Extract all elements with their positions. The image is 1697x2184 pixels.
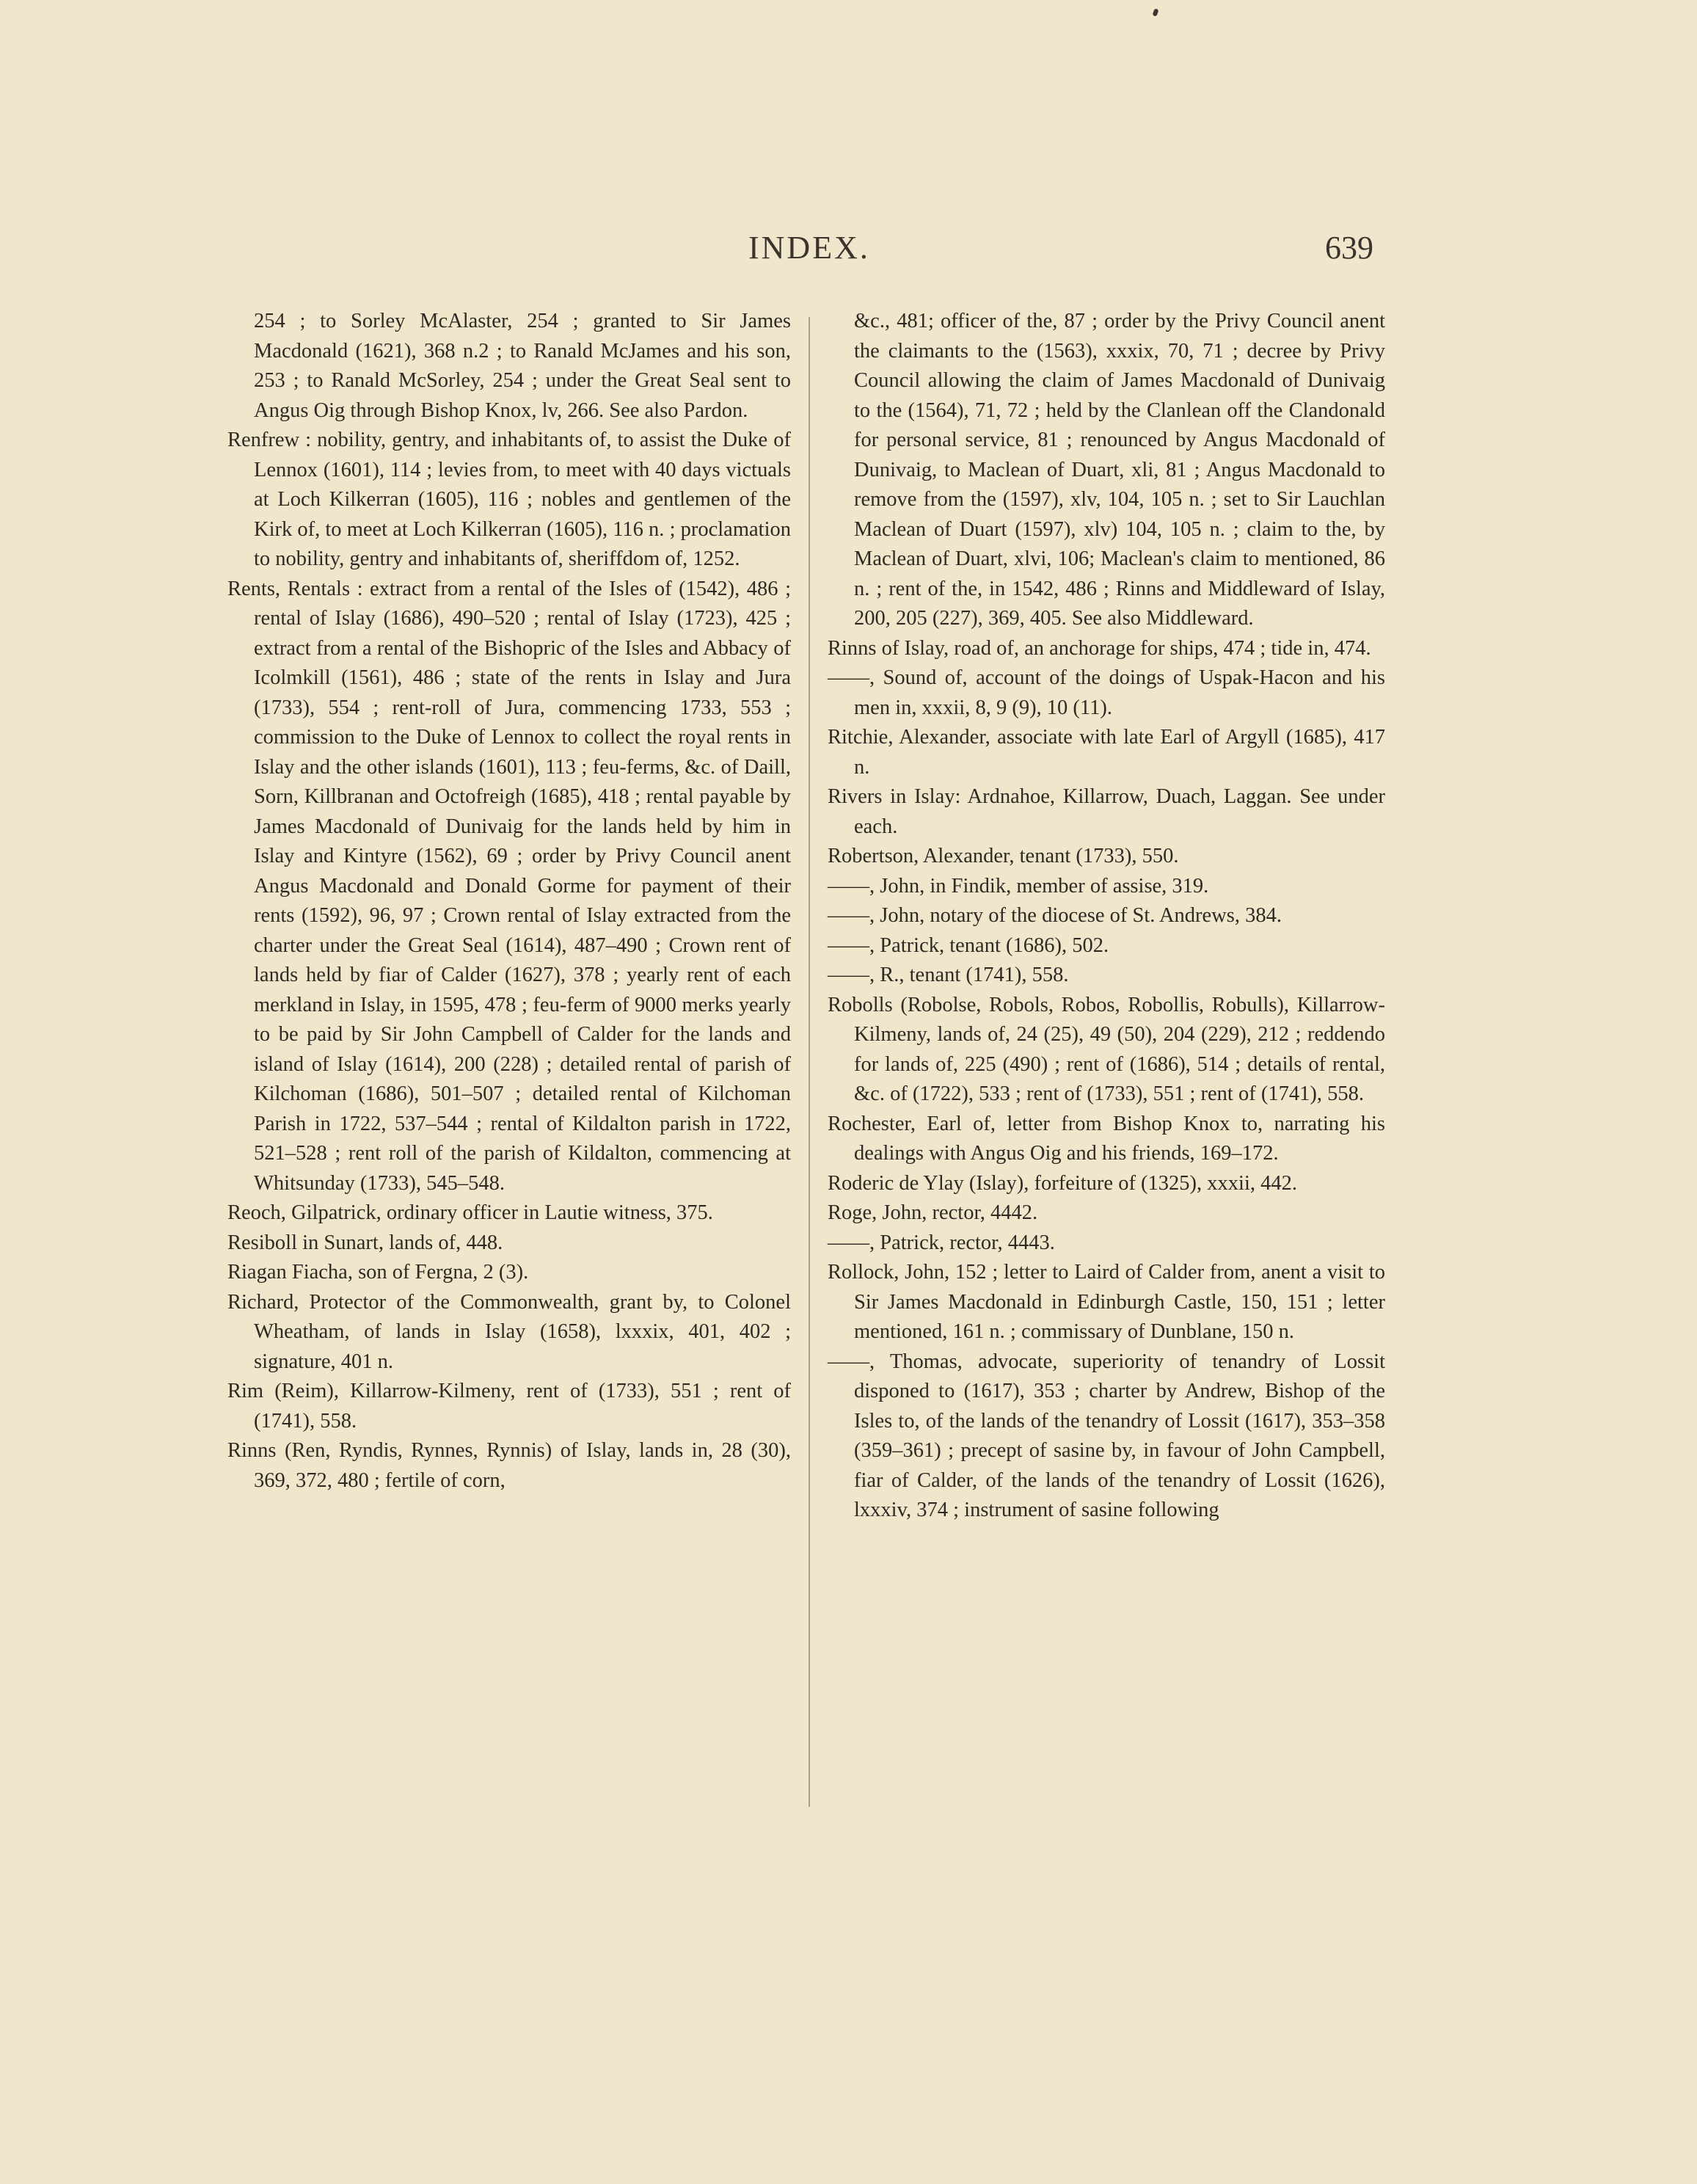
- ink-mark: [1152, 8, 1158, 16]
- index-entry: Rents, Rentals : extract from a rental of the Isles of (1542), 486 ; rental of Islay (1686), 490–520 ; rental of Islay (1723), 425 ; extract from a rental of the Bishopric of the Isles and Abbacy of Icolmkill (1561), 486 ; state of the rents in Islay and Jura (1733), 554 ; rent-roll of Jura, commencing 1733, 553 ; commission to the Duke of Lennox to collect the royal rents in Islay and the other islands (1601), 113 ; feu-ferms, &c. of Daill, Sorn, Killbranan and Octofreigh (1685), 418 ; rental payable by James Macdonald of Dunivaig for the lands held by him in Islay and Kintyre (1562), 69 ; order by Privy Council anent Angus Macdonald and Donald Gorme for payment of their rents (1592), 96, 97 ; Crown rental of Islay extracted from the charter under the Great Seal (1614), 487–490 ; Crown rent of lands held by fiar of Calder (1627), 378 ; yearly rent of each merkland in Islay, in 1595, 478 ; feu-ferm of 9000 merks yearly to be paid by Sir John Campbell of Calder for the lands and island of Islay (1614), 200 (228) ; detailed rental of parish of Kilchoman (1686), 501–507 ; detailed rental of Kilchoman Parish in 1722, 537–544 ; rental of Kildalton parish in 1722, 521–528 ; rent roll of the parish of Kildalton, commencing at Whitsunday (1733), 545–548.: [227, 577, 791, 1195]
- index-entry: Rim (Reim), Killarrow-Kilmeny, rent of (1733), 551 ; rent of (1741), 558.: [227, 1380, 791, 1433]
- index-entry: Riagan Fiacha, son of Fergna, 2 (3).: [227, 1261, 529, 1284]
- index-entry: ——, John, notary of the diocese of St. Andrews, 384.: [828, 904, 1282, 927]
- index-entry: Rochester, Earl of, letter from Bishop Knox to, narrating his dealings with Angus Oig and his friends, 169–172.: [828, 1112, 1385, 1165]
- index-entry: ——, R., tenant (1741), 558.: [828, 964, 1069, 986]
- index-entry: ——, John, in Findik, member of assise, 319.: [828, 874, 1209, 898]
- index-entry: &c., 481; officer of the, 87 ; order by the Privy Council anent the claimants to the (1563), xxxix, 70, 71 ; decree by Privy Council allowing the claim of James Macdonald of Dunivaig to the (1564), 71, 72 ; held by the Clanlean off the Clandonald for personal service, 81 ; renounced by Angus Macdonald of Dunivaig, to Maclean of Duart, xli, 81 ; Angus Macdonald to remove from the (1597), xlv, 104, 105 n. ; set to Sir Lauchlan Maclean of Duart (1597), xlv) 104, 105 n. ; claim to the, by Maclean of Duart, xlvi, 106; Maclean's claim to mentioned, 86 n. ; rent of the, in 1542, 486 ; Rinns and Middleward of Islay, 200, 205 (227), 369, 405. See also Middleward.: [854, 310, 1385, 630]
- index-entry: 254 ; to Sorley McAlaster, 254 ; granted to Sir James Macdonald (1621), 368 n.2 ; to Ranald McJames and his son, 253 ; to Ranald McSorley, 254 ; under the Great Seal sent to Angus Oig through Bishop Knox, lv, 266. See also Pardon.: [254, 310, 791, 422]
- page-number: 639: [1325, 230, 1373, 266]
- left-column: [227, 307, 791, 1496]
- index-entry: Ritchie, Alexander, associate with late Earl of Argyll (1685), 417 n.: [828, 726, 1385, 779]
- index-entry: Renfrew : nobility, gentry, and inhabitants of, to assist the Duke of Lennox (1601), 114 ; levies from, to meet with 40 days victuals at Loch Kilkerran (1605), 116 ; nobles and gentlemen of the Kirk of, to meet at Loch Kilkerran (1605), 116 n. ; proclamation to nobility, gentry and inhabitants of, sheriffdom of, 1252.: [227, 429, 791, 570]
- index-entry: Roge, John, rector, 4442.: [828, 1201, 1038, 1224]
- index-entry: ——, Thomas, advocate, superiority of tenandry of Lossit disponed to (1617), 353 ; charter by Andrew, Bishop of the Isles to, of the lands of the tenandry of Lossit (1617), 353–358 (359–361) ; precept of sasine by, in favour of John Campbell, fiar of Calder, of the lands of the tenandry of Lossit (1626), lxxxiv, 374 ; instrument of sasine following: [828, 1350, 1385, 1521]
- index-entry: Resiboll in Sunart, lands of, 448.: [227, 1231, 503, 1254]
- column-divider: [809, 317, 810, 1807]
- index-entry: Richard, Protector of the Commonwealth, grant by, to Colonel Wheatham, of lands in Islay (1658), lxxxix, 401, 402 ; signature, 401 n.: [227, 1290, 791, 1373]
- index-entry: ——, Patrick, tenant (1686), 502.: [828, 933, 1109, 957]
- index-entry: Rivers in Islay: Ardnahoe, Killarrow, Duach, Laggan. See under each.: [828, 785, 1385, 838]
- index-entry: Robertson, Alexander, tenant (1733), 550.: [828, 845, 1179, 867]
- index-entry: ——, Patrick, rector, 4443.: [828, 1231, 1055, 1254]
- right-column: [828, 307, 1385, 1526]
- index-entry: Reoch, Gilpatrick, ordinary officer in Lautie witness, 375.: [227, 1201, 713, 1224]
- index-entry: ——, Sound of, account of the doings of Uspak-Hacon and his men in, xxxii, 8, 9 (9), 10 (11).: [828, 666, 1385, 719]
- index-entry: Rollock, John, 152 ; letter to Laird of Calder from, anent a visit to Sir James Macdonald in Edinburgh Castle, 150, 151 ; letter mentioned, 161 n. ; commissary of Dunblane, 150 n.: [828, 1261, 1385, 1343]
- page-title: INDEX.: [748, 230, 870, 266]
- index-entry: Rinns of Islay, road of, an anchorage for ships, 474 ; tide in, 474.: [828, 636, 1371, 660]
- index-entry: Robolls (Robolse, Robols, Robos, Robollis, Robulls), Killarrow-Kilmeny, lands of, 24 (25), 49 (50), 204 (229), 212 ; reddendo for lands of, 225 (490) ; rent of (1686), 514 ; details of rental, &c. of (1722), 533 ; rent of (1733), 551 ; rent of (1741), 558.: [828, 993, 1385, 1105]
- index-entry: Roderic de Ylay (Islay), forfeiture of (1325), xxxii, 442.: [828, 1171, 1297, 1195]
- index-entry: Rinns (Ren, Ryndis, Rynnes, Rynnis) of Islay, lands in, 28 (30), 369, 372, 480 ; fertile of corn,: [227, 1439, 791, 1492]
